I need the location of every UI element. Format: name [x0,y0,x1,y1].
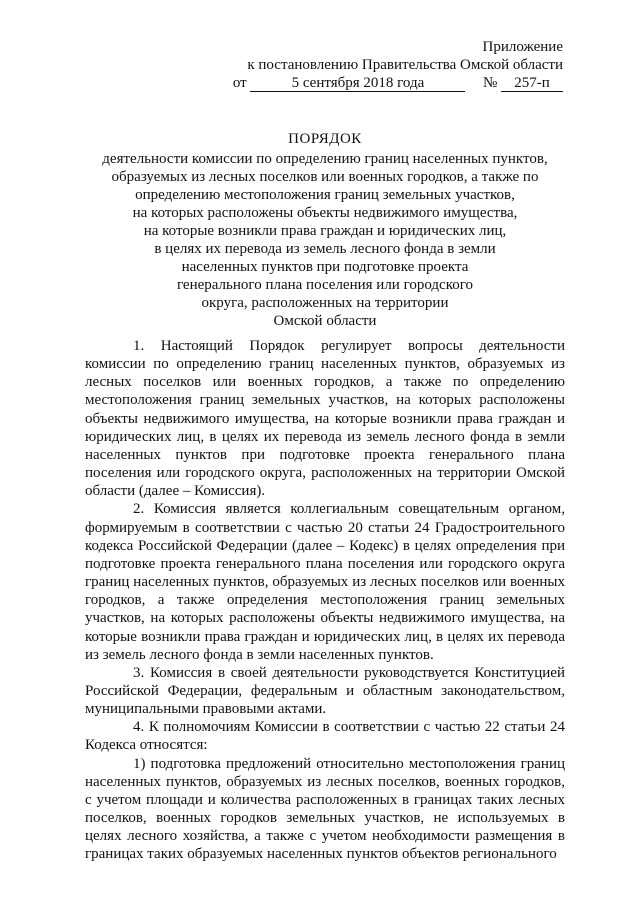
appendix-label: Приложение [482,39,563,55]
title-line: на которые возникли права граждан и юридических лиц, [143,223,507,239]
title-line: образуемых из лесных поселков или военных городков, а также по [111,169,539,185]
resolution-number: 257-п [501,75,563,92]
title-line: генерального плана поселения или городского [176,277,474,293]
resolution-date: 5 сентября 2018 года [250,75,465,92]
title-line: округа, расположенных на территории [201,295,449,311]
body-paragraph: 1. Настоящий Порядок регулирует вопросы деятельности комиссии по определению границ населенных пунктов, образуемых из лесных поселков или военных городков, а также по определению местоположения границ земельных участков, на которых расположены объекты недвижимого имущества, на которые возникли права граждан и юридических лиц, в целях их перевода из земель лесного фонда в земли населенных пунктов при подготовке проекта генерального плана поселения или городского округа, расположенных на территории Омской области (далее – Комиссия). [85,338,565,500]
title-heading: ПОРЯДОК [288,131,362,147]
date-prefix: от [232,75,247,91]
title-line: населенных пунктов при подготовке проекта [181,259,469,275]
document-body [85,337,565,864]
appendix-header [0,38,563,92]
body-paragraph: 2. Комиссия является коллегиальным совещательным органом, формируемым в соответствии с частью 20 статьи 24 Градостроительного кодекса Российской Федерации (далее – Кодекс) в целях определения при подготовке проекта генерального плана поселения или городского округа границ населенных пунктов, образуемых из лесных поселков или военных городков, а также определения местоположения границ земельных участков, на которых расположены объекты недвижимого имущества, на которые возникли права граждан и юридических лиц, в целях их перевода из земель лесного фонда в земли населенных пунктов. [85,501,565,663]
title-line: на которых расположены объекты недвижимого имущества, [132,205,518,221]
number-prefix: № [482,75,498,91]
document-title [85,130,565,330]
body-paragraph: 1) подготовка предложений относительно местоположения границ населенных пунктов, образуемых из лесных поселков, военных городков, с учетом площади и количества расположенных в границах таких лесных поселков, военных городков земельных участков, не используемых в целях лесного хозяйства, а также с учетом необходимости размещения в границах таких образуемых населенных пунктов объектов регионального [85,755,565,863]
title-line: в целях их перевода из земель лесного фонда в земли [154,241,496,257]
body-paragraph: 3. Комиссия в своей деятельности руководствуется Конституцией Российской Федерации, федеральным и областным законодательством, муниципальными правовыми актами. [85,664,565,718]
resolution-reference: к постановлению Правительства Омской области [247,57,563,73]
title-line: деятельности комиссии по определению границ населенных пунктов, [102,151,548,167]
title-line: Омской области [273,313,377,329]
body-paragraph: 4. К полномочиям Комиссии в соответствии с частью 22 статьи 24 Кодекса относятся: [85,719,565,754]
title-line: определению местоположения границ земельных участков, [135,187,515,203]
date-number-line [0,74,563,92]
